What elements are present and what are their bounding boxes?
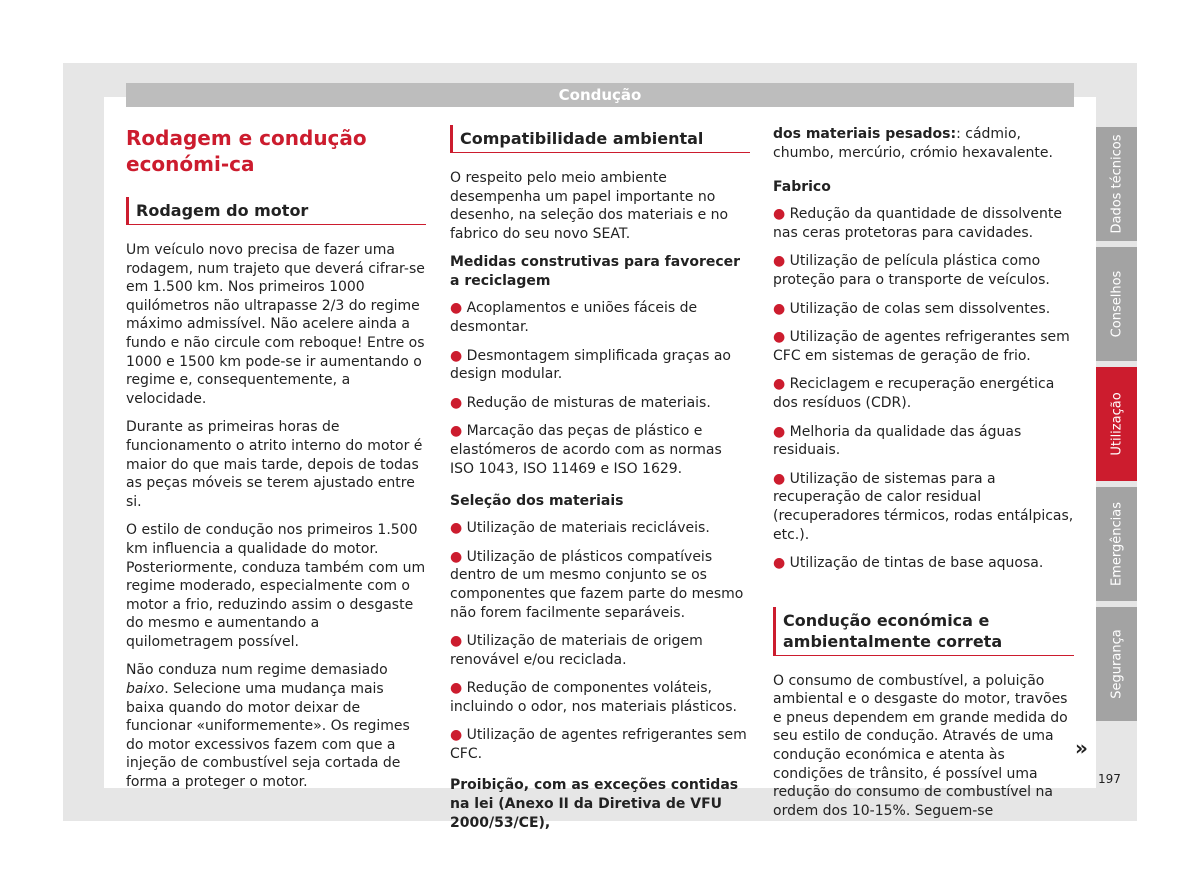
text-run: Não conduza num regime demasiado xyxy=(126,662,388,679)
chapter-tabs xyxy=(1096,127,1137,727)
list-item xyxy=(450,726,750,763)
bullet-icon: ● xyxy=(450,633,467,650)
emphasis-text: baixo xyxy=(126,681,165,698)
tab-label: Dados técnicos xyxy=(1109,134,1124,234)
list-item-text: Desmontagem simplificada graças ao design modular. xyxy=(450,347,731,383)
list-item-text: Reciclagem e recuperação energética dos resíduos (CDR). xyxy=(773,376,1055,411)
list-item-text: Melhoria da qualidade das águas residuais. xyxy=(773,423,1022,459)
section-heading-compatibilidade: Compatibilidade ambiental xyxy=(450,125,750,153)
list-item xyxy=(450,422,750,478)
list-item-text: Utilização de plásticos compatíveis dentro de um mesmo conjunto se os componentes que fazem parte do mesmo não forem facilmente separáveis. xyxy=(450,548,744,621)
bullet-icon: ● xyxy=(450,394,467,411)
list-item-text: Utilização de agentes refrigerantes sem CFC em sistemas de geração de frio. xyxy=(773,329,1070,364)
list-item xyxy=(773,470,1074,544)
subheading-fabrico: Fabrico xyxy=(773,179,831,196)
list-item xyxy=(773,423,1074,460)
list-item xyxy=(450,679,750,716)
tab-dados-tecnicos[interactable] xyxy=(1096,127,1137,241)
list-item xyxy=(450,632,750,669)
tab-label: Segurança xyxy=(1109,629,1124,699)
list-item-text: Utilização de materiais de origem renovável e/ou reciclada. xyxy=(450,633,703,668)
paragraph: O estilo de condução nos primeiros 1.500 km influencia a qualidade do motor. Posteriormente, conduza também com um regime moderado, especialmente com o motor a frio, reduzindo assim o desgaste do mesmo e aumentando a quilometragem possível. xyxy=(126,522,426,650)
text-run: : cádmio, chumbo, mercúrio, crómio hexavalente. xyxy=(773,126,1053,161)
bullet-list xyxy=(773,205,1074,573)
list-item-text: Redução de misturas de materiais. xyxy=(466,394,711,411)
list-item xyxy=(773,328,1074,365)
bullet-icon: ● xyxy=(773,253,790,270)
bullet-icon: ● xyxy=(773,329,790,346)
subheading-selecao: Seleção dos materiais xyxy=(450,493,624,510)
section-heading-conducao-economica: Condução económica e ambientalmente correta xyxy=(773,607,1074,656)
chapter-header: Condução xyxy=(126,83,1074,107)
bullet-icon: ● xyxy=(773,423,790,440)
list-item xyxy=(773,252,1074,289)
list-item-text: Utilização de materiais recicláveis. xyxy=(466,520,710,537)
bullet-icon: ● xyxy=(450,300,467,317)
list-item-text: Utilização de película plástica como proteção para o transporte de veículos. xyxy=(773,253,1050,288)
paragraph xyxy=(773,125,1074,162)
subheading-medidas: Medidas construtivas para favorecer a reciclagem xyxy=(450,254,741,290)
chapter-title: Rodagem e condução económi-ca xyxy=(126,126,367,176)
page-number: 197 xyxy=(1098,772,1121,786)
list-item-text: Utilização de agentes refrigerantes sem CFC. xyxy=(450,727,747,763)
bullet-icon: ● xyxy=(773,300,790,317)
bullet-icon: ● xyxy=(773,376,790,393)
list-item-text: Redução da quantidade de dissolvente nas ceras protetoras para cavidades. xyxy=(773,206,1063,241)
paragraph xyxy=(126,661,426,791)
list-item xyxy=(450,548,750,622)
list-item xyxy=(450,347,750,384)
tab-conselhos[interactable] xyxy=(1096,247,1137,361)
tab-label: Utilização xyxy=(1109,392,1124,456)
bullet-list xyxy=(450,519,750,764)
tab-utilizacao[interactable] xyxy=(1096,367,1137,481)
subheading-proibicao: Proibição, com as exceções contidas na lei (Anexo II da Diretiva de VFU 2000/53/CE), xyxy=(450,776,739,831)
list-item-text: Acoplamentos e uniões fáceis de desmontar. xyxy=(450,300,698,335)
bullet-icon: ● xyxy=(450,347,467,364)
column-3 xyxy=(773,125,1074,830)
list-item-text: Marcação das peças de plástico e elastómeros de acordo com as normas ISO 1043, ISO 11469 e ISO 1629. xyxy=(450,423,722,477)
bullet-list xyxy=(450,299,750,478)
tab-emergencias[interactable] xyxy=(1096,487,1137,601)
bullet-icon: ● xyxy=(773,555,790,572)
list-item xyxy=(450,394,750,413)
list-item-text: Redução de componentes voláteis, incluindo o odor, nos materiais plásticos. xyxy=(450,680,737,715)
list-item xyxy=(450,519,750,538)
bullet-icon: ● xyxy=(450,548,467,565)
tab-seguranca[interactable] xyxy=(1096,607,1137,721)
list-item xyxy=(773,375,1074,412)
paragraph: O consumo de combustível, a poluição ambiental e o desgaste do motor, travões e pneus dependem em grande medida do seu estilo de condução. Através de uma condução económica e atenta às condições de trânsito, é possível uma redução do consumo de combustível na ordem dos 10-15%. Seguem-se xyxy=(773,672,1068,819)
continue-arrow-icon: » xyxy=(1075,736,1088,760)
list-item-text: Utilização de sistemas para a recuperação de calor residual (recuperadores térmicos, rodas entálpicas, etc.). xyxy=(773,470,1074,543)
paragraph: Um veículo novo precisa de fazer uma rodagem, num trajeto que deverá cifrar-se em 1.500 km. Nos primeiros 1000 quilómetros não ultrapasse 2/3 do regime máximo admissível. Não acelere ainda a fundo e não circule com reboque! Entre os 1000 e 1500 km pode-se ir aumentando o regime e, consequentemente, a velocidade. xyxy=(126,242,425,407)
bullet-icon: ● xyxy=(450,727,467,744)
bold-text: dos materiais pesados: xyxy=(773,126,957,142)
paragraph: Durante as primeiras horas de funcionamento o atrito interno do motor é maior do que mais tarde, depois de todas as peças móveis se terem ajustado entre si. xyxy=(126,419,423,510)
paragraph: O respeito pelo meio ambiente desempenha um papel importante no desenho, na seleção dos materiais e no fabrico do seu novo SEAT. xyxy=(450,170,729,242)
bullet-icon: ● xyxy=(773,206,790,223)
list-item xyxy=(773,205,1074,242)
list-item-text: Utilização de colas sem dissolventes. xyxy=(789,300,1051,317)
list-item xyxy=(773,300,1074,319)
column-1 xyxy=(126,125,426,802)
bullet-icon: ● xyxy=(450,520,467,537)
bullet-icon: ● xyxy=(450,423,467,440)
list-item xyxy=(773,554,1074,573)
section-heading-rodagem: Rodagem do motor xyxy=(126,197,426,225)
column-2 xyxy=(450,125,750,841)
list-item-text: Utilização de tintas de base aquosa. xyxy=(789,555,1044,572)
text-run: . Selecione uma mudança mais baixa quando do motor deixar de funcionar «uniformemente». Os regimes do motor excessivos fazem com que a injeção de combustível seja cortada de forma a proteger o motor. xyxy=(126,681,410,791)
list-item xyxy=(450,299,750,336)
tab-label: Conselhos xyxy=(1109,270,1124,338)
tab-label: Emergências xyxy=(1109,502,1124,586)
bullet-icon: ● xyxy=(773,470,790,487)
bullet-icon: ● xyxy=(450,680,467,697)
